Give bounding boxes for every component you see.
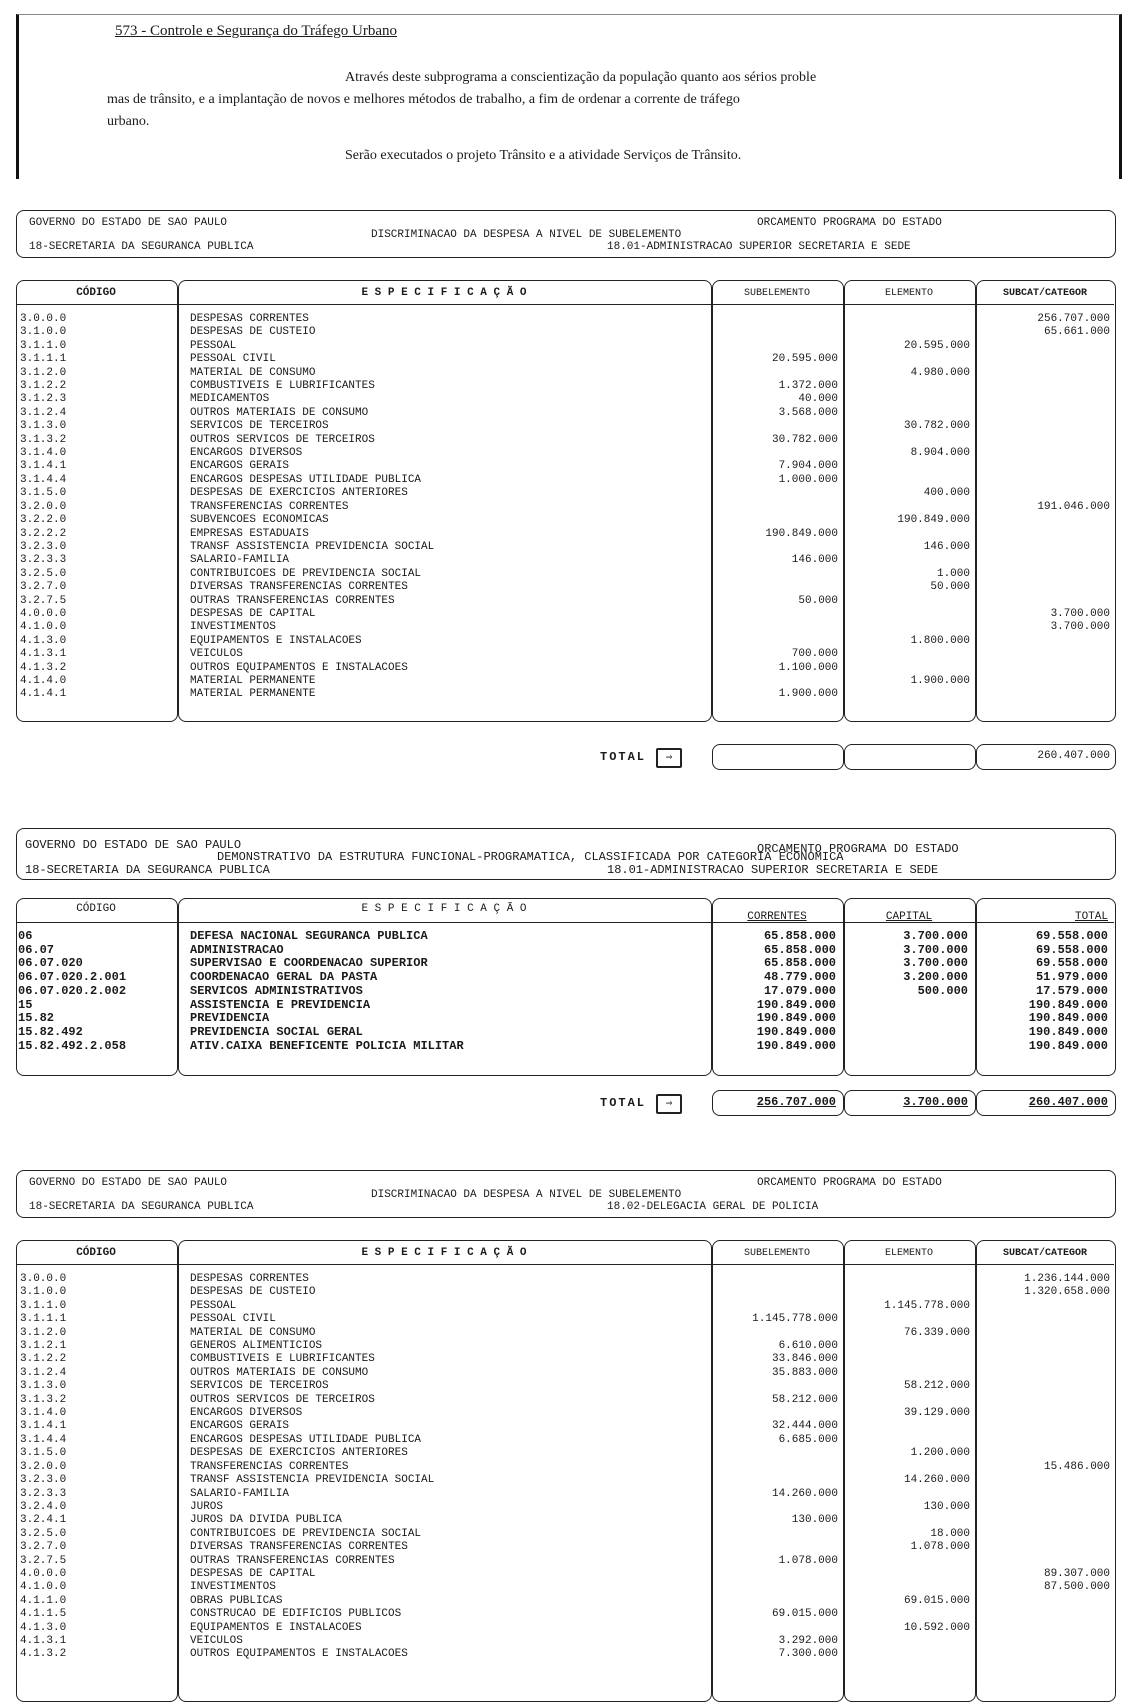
table3-subtitle: DISCRIMINACAO DA DESPESA A NIVEL DE SUBELEMENTO: [371, 1189, 682, 1201]
intro-line-1: Através deste subprograma a conscientização da população quanto aos sérios proble: [345, 70, 817, 85]
table3-col-codigo: CÓDIGO: [76, 1247, 116, 1259]
table2-header: [16, 828, 1116, 880]
table1-total-sub-box: [712, 744, 844, 770]
table1-col-espec: E S P E C I F I C A Ç Ã O: [361, 287, 527, 299]
table2-subtitle: DEMONSTRATIVO DA ESTRUTURA FUNCIONAL-PROGRAMATICA, CLASSIFICADA POR CATEGORIA ECONOMICA: [217, 850, 844, 864]
table2-total-capital: 3.700.000: [903, 1095, 968, 1109]
table2-title: ORCAMENTO PROGRAMA DO ESTADO: [757, 842, 959, 856]
table1-title: ORCAMENTO PROGRAMA DO ESTADO: [757, 217, 942, 229]
table2-col-espec: E S P E C I F I C A Ç Ã O: [361, 903, 527, 915]
table3-descs: DESPESAS CORRENTES DESPESAS DE CUSTEIO PESSOAL PESSOAL CIVIL MATERIAL DE CONSUMO GENEROS ALIMENTICIOS COMBUSTIVEIS E LUBRIFICANTES OUTROS MATERIAIS DE CONSUMO SERVICOS DE TERCEIROS OUTROS SERVICOS DE TERCEIROS ENCARGOS DIVERSOS ENCARGOS GERAIS ENCARGOS DESPESAS UTILIDADE PUBLICA DESPESAS DE EXERCICIOS ANTERIORES TRANSFERENCIAS CORRENTES TRANSF ASSISTENCIA PREVIDENCIA SOCIAL SALARIO-FAMILIA JUROS JUROS DA DIVIDA PUBLICA CONTRIBUICOES DE PREVIDENCIA SOCIAL DIVERSAS TRANSFERENCIAS CORRENTES OUTRAS TRANSFERENCIAS CORRENTES DESPESAS DE CAPITAL INVESTIMENTOS OBRAS PUBLICAS CONSTRUCAO DE EDIFICIOS PUBLICOS EQUIPAMENTOS E INSTALACOES VEICULOS OUTROS EQUIPAMENTOS E INSTALACOES: [190, 1273, 435, 1661]
table3-secretaria: 18-SECRETARIA DA SEGURANCA PUBLICA: [29, 1201, 254, 1213]
table1-cat-values: 256.707.000 65.661.000 191.046.000 3.700.000 3.700.000: [1037, 313, 1110, 634]
table2-total-correntes: 256.707.000: [756, 1095, 836, 1109]
table1-col-codigo: CÓDIGO: [76, 287, 116, 299]
arrow-right-icon: ⇒: [656, 1094, 682, 1114]
table1-col-cat: SUBCAT/CATEGOR: [1002, 288, 1087, 299]
table1-secretaria: 18-SECRETARIA DA SEGURANCA PUBLICA: [29, 241, 254, 253]
table1-ele-values: 20.595.000 4.980.000 30.782.000 8.904.000 400.000 190.849.000 146.000 1.000 50.000 1.800.000 1.900.000: [897, 339, 970, 687]
table2-total-label: TOTAL: [600, 1096, 647, 1110]
table2-gov: GOVERNO DO ESTADO DE SAO PAULO: [25, 838, 242, 852]
table3-sub-values: 1.145.778.000 6.610.000 33.846.000 35.883.000 58.212.000 32.444.000 6.685.000 14.260.000 130.000 1.078.000 69.015.000 3.292.000 7.300.000: [752, 1313, 838, 1661]
table2-unidade: 18.01-ADMINISTRACAO SUPERIOR SECRETARIA E SEDE: [607, 863, 939, 877]
table2-correntes-values: 65.858.000 65.858.000 65.858.000 48.779.000 17.079.000 190.849.000 190.849.000 190.849.000 190.849.000: [756, 929, 836, 1053]
table2-secretaria: 18-SECRETARIA DA SEGURANCA PUBLICA: [25, 863, 270, 877]
table3-title: ORCAMENTO PROGRAMA DO ESTADO: [757, 1177, 942, 1189]
table2-col-total: TOTAL: [1074, 911, 1108, 923]
table1-unidade: 18.01-ADMINISTRACAO SUPERIOR SECRETARIA E SEDE: [607, 241, 911, 253]
table1-total-cat: 260.407.000: [1037, 750, 1110, 762]
table1-header-divider: [16, 304, 1114, 305]
table2-col-codigo: CÓDIGO: [76, 903, 116, 915]
table3-col-ele: ELEMENTO: [884, 1248, 933, 1259]
table2-descs: DEFESA NACIONAL SEGURANCA PUBLICA ADMINISTRACAO SUPERVISAO E COORDENACAO SUPERIOR COORDENACAO GERAL DA PASTA SERVICOS ADMINISTRATIVOS ASSISTENCIA E PREVIDENCIA PREVIDENCIA PREVIDENCIA SOCIAL GERAL ATIV.CAIXA BENEFICENTE POLICIA MILITAR: [190, 929, 464, 1053]
table2-codes: 06 06.07 06.07.020 06.07.020.2.001 06.07.020.2.002 15 15.82 15.82.492 15.82.492.2.058: [18, 929, 127, 1053]
table1-descs: DESPESAS CORRENTES DESPESAS DE CUSTEIO PESSOAL PESSOAL CIVIL MATERIAL DE CONSUMO COMBUSTIVEIS E LUBRIFICANTES MEDICAMENTOS OUTROS MATERIAIS DE CONSUMO SERVICOS DE TERCEIROS OUTROS SERVICOS DE TERCEIROS ENCARGOS DIVERSOS ENCARGOS GERAIS ENCARGOS DESPESAS UTILIDADE PUBLICA DESPESAS DE EXERCICIOS ANTERIORES TRANSFERENCIAS CORRENTES SUBVENCOES ECONOMICAS EMPRESAS ESTADUAIS TRANSF ASSISTENCIA PREVIDENCIA SOCIAL SALARIO-FAMILIA CONTRIBUICOES DE PREVIDENCIA SOCIAL DIVERSAS TRANSFERENCIAS CORRENTES OUTRAS TRANSFERENCIAS CORRENTES DESPESAS DE CAPITAL INVESTIMENTOS EQUIPAMENTOS E INSTALACOES VEICULOS OUTROS EQUIPAMENTOS E INSTALACOES MATERIAL PERMANENTE MATERIAL PERMANENTE: [190, 313, 435, 701]
table1-col-sub: SUBELEMENTO: [743, 288, 810, 299]
table1-col-ele: ELEMENTO: [884, 288, 933, 299]
arrow-right-icon: ⇒: [656, 748, 682, 768]
table1-total-label: TOTAL: [600, 750, 647, 764]
table3-gov: GOVERNO DO ESTADO DE SAO PAULO: [29, 1177, 228, 1189]
table1-total-ele-box: [844, 744, 976, 770]
intro-line-2: mas de trânsito, e a implantação de novos e melhores métodos de trabalho, a fim de ordenar a corrente de tráfego: [107, 92, 740, 107]
intro-heading: 573 - Controle e Segurança do Tráfego Urbano: [115, 23, 398, 39]
table3-codes: 3.0.0.0 3.1.0.0 3.1.1.0 3.1.1.1 3.1.2.0 3.1.2.1 3.1.2.2 3.1.2.4 3.1.3.0 3.1.3.2 3.1.4.0 3.1.4.1 3.1.4.4 3.1.5.0 3.2.0.0 3.2.3.0 3.2.3.3 3.2.4.0 3.2.4.1 3.2.5.0 3.2.7.0 3.2.7.5 4.0.0.0 4.1.0.0 4.1.1.0 4.1.1.5 4.1.3.0 4.1.3.1 4.1.3.2: [20, 1273, 67, 1661]
table2-col-capital: CAPITAL: [885, 911, 933, 923]
table2-total-total: 260.407.000: [1028, 1095, 1108, 1109]
table3-cat-values: 1.236.144.000 1.320.658.000 15.486.000 89.307.000 87.500.000: [1024, 1273, 1110, 1594]
table1-sub-values: 20.595.000 1.372.000 40.000 3.568.000 30.782.000 7.904.000 1.000.000 190.849.000 146.000 50.000 700.000 1.100.000 1.900.000: [765, 353, 838, 701]
table3-col-cat: SUBCAT/CATEGOR: [1002, 1248, 1087, 1259]
intro-line-4: Serão executados o projeto Trânsito e a atividade Serviços de Trânsito.: [345, 148, 742, 163]
table3-col-espec: E S P E C I F I C A Ç Ã O: [361, 1247, 527, 1259]
table1-gov: GOVERNO DO ESTADO DE SAO PAULO: [29, 217, 228, 229]
table2-total-values: 69.558.000 69.558.000 69.558.000 51.979.000 17.579.000 190.849.000 190.849.000 190.849.000 190.849.000: [1028, 929, 1108, 1053]
intro-section: [16, 14, 1122, 179]
table2-capital-values: 3.700.000 3.700.000 3.700.000 3.200.000 500.000: [903, 929, 968, 998]
table3-ele-values: 1.145.778.000 76.339.000 58.212.000 39.129.000 1.200.000 14.260.000 130.000 18.000 1.078.000 69.015.000 10.592.000: [884, 1299, 970, 1634]
table1-header: [16, 210, 1116, 258]
table3-header: [16, 1170, 1116, 1218]
table1-codes: 3.0.0.0 3.1.0.0 3.1.1.0 3.1.1.1 3.1.2.0 3.1.2.2 3.1.2.3 3.1.2.4 3.1.3.0 3.1.3.2 3.1.4.0 3.1.4.1 3.1.4.4 3.1.5.0 3.2.0.0 3.2.2.0 3.2.2.2 3.2.3.0 3.2.3.3 3.2.5.0 3.2.7.0 3.2.7.5 4.0.0.0 4.1.0.0 4.1.3.0 4.1.3.1 4.1.3.2 4.1.4.0 4.1.4.1: [20, 313, 67, 701]
table2-col-correntes: CORRENTES: [747, 911, 807, 923]
table3-header-divider: [16, 1264, 1114, 1265]
table3-unidade: 18.02-DELEGACIA GERAL DE POLICIA: [607, 1201, 819, 1213]
table1-subtitle: DISCRIMINACAO DA DESPESA A NIVEL DE SUBELEMENTO: [371, 229, 682, 241]
intro-line-3: urbano.: [107, 114, 150, 129]
table3-col-sub: SUBELEMENTO: [743, 1248, 810, 1259]
